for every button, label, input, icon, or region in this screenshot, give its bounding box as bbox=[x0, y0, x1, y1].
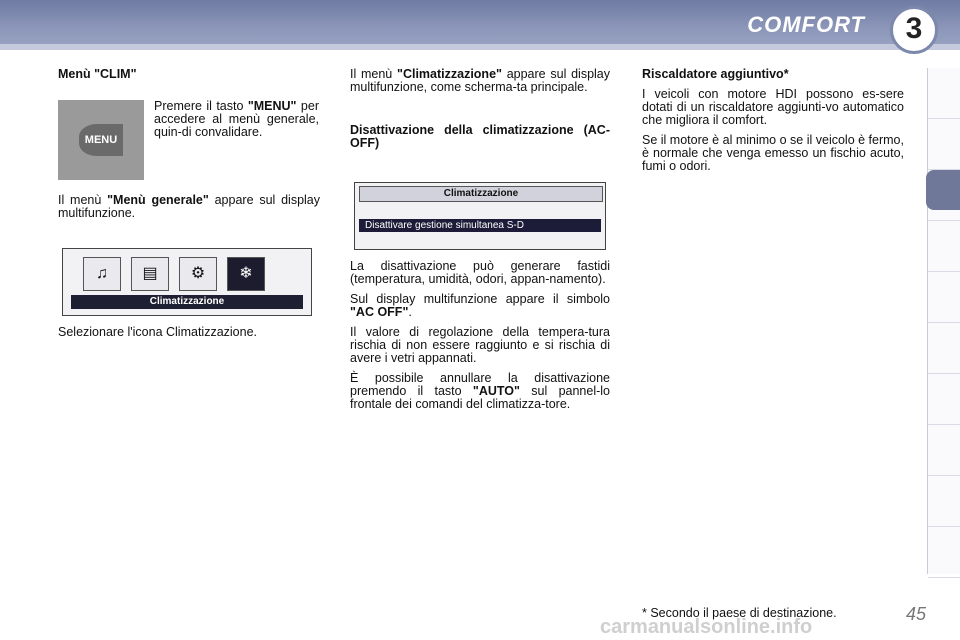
watermark: carmanualsonline.info bbox=[600, 616, 813, 638]
col1-para-1 bbox=[154, 100, 319, 146]
column-2-top bbox=[350, 68, 610, 157]
col1-para-2 bbox=[58, 194, 320, 227]
audio-icon: ♫ bbox=[83, 257, 121, 291]
section-heading-heater: Riscaldatore aggiuntivo* bbox=[642, 67, 789, 81]
chapter-number-badge: 3 bbox=[890, 6, 938, 54]
screen-title-bar: Climatizzazione bbox=[359, 186, 603, 202]
text: appare sul display multifunzione. bbox=[58, 193, 320, 220]
text: La disattivazione può generare fastidi (temperatura, umidità, odori, appan-namento). bbox=[350, 259, 610, 286]
footnote: * Secondo il paese di destinazione. bbox=[642, 606, 837, 620]
menu-button-image bbox=[58, 100, 144, 180]
page-number: 45 bbox=[906, 604, 927, 624]
settings-icon: ⚙ bbox=[179, 257, 217, 291]
chapter-title: COMFORT bbox=[747, 12, 865, 37]
text: I veicoli con motore HDI possono es-sere dotati di un riscaldatore aggiunti-vo automatico che migliora il comfort. bbox=[642, 87, 904, 127]
text-bold: "MENU" bbox=[247, 99, 297, 113]
col1-para-3 bbox=[58, 326, 320, 346]
text: Il menù bbox=[350, 67, 398, 81]
climate-menu-screen bbox=[354, 182, 606, 250]
general-menu-screen bbox=[62, 248, 312, 316]
trip-computer-icon: ▤ bbox=[131, 257, 169, 291]
section-heading-ac-off: Disattivazione della climatizzazione (AC-OFF) bbox=[350, 123, 610, 150]
text-bold: "Climatizzazione" bbox=[397, 67, 502, 81]
menu-button-label: MENU bbox=[79, 124, 123, 156]
side-tabs bbox=[927, 68, 960, 574]
text: Sul display multifunzione appare il simbolo bbox=[350, 292, 610, 306]
screen-menu-item: Disattivare gestione simultanea S-D bbox=[359, 219, 601, 232]
text: per accedere al menù generale, quin-di convalidare. bbox=[154, 99, 319, 139]
header-divider bbox=[0, 44, 960, 50]
text-bold: "AUTO" bbox=[472, 384, 520, 398]
column-3 bbox=[642, 68, 904, 180]
text-bold: "AC OFF" bbox=[350, 305, 409, 319]
climate-icon: ❄ bbox=[227, 257, 265, 291]
text-bold: "Menù generale" bbox=[107, 193, 209, 207]
text: È possibile annullare la disattivazione premendo il tasto bbox=[350, 371, 610, 398]
screen-selection-bar: Climatizzazione bbox=[71, 295, 303, 309]
text: Se il motore è al minimo o se il veicolo è fermo, è normale che venga emesso un fischio acuto, fumi o odori. bbox=[642, 133, 904, 173]
text: . bbox=[408, 305, 412, 319]
column-1 bbox=[58, 68, 320, 88]
active-chapter-tab[interactable] bbox=[926, 170, 960, 210]
text: appare sul display multifunzione, come scherma-ta principale. bbox=[350, 67, 610, 94]
text: sul pannel-lo frontale dei comandi del climatizza-tore. bbox=[350, 384, 610, 411]
page-header bbox=[0, 0, 960, 48]
text: Selezionare l'icona Climatizzazione. bbox=[58, 325, 258, 339]
text: Premere il tasto bbox=[154, 99, 248, 113]
text: Il menù bbox=[58, 193, 108, 207]
text: Il valore di regolazione della tempera-tura rischia di non essere raggiunto e si rischia di avere i vetri appannati. bbox=[350, 325, 610, 365]
section-heading-clim: Menù "CLIM" bbox=[58, 67, 137, 81]
column-2-bottom bbox=[350, 260, 610, 418]
